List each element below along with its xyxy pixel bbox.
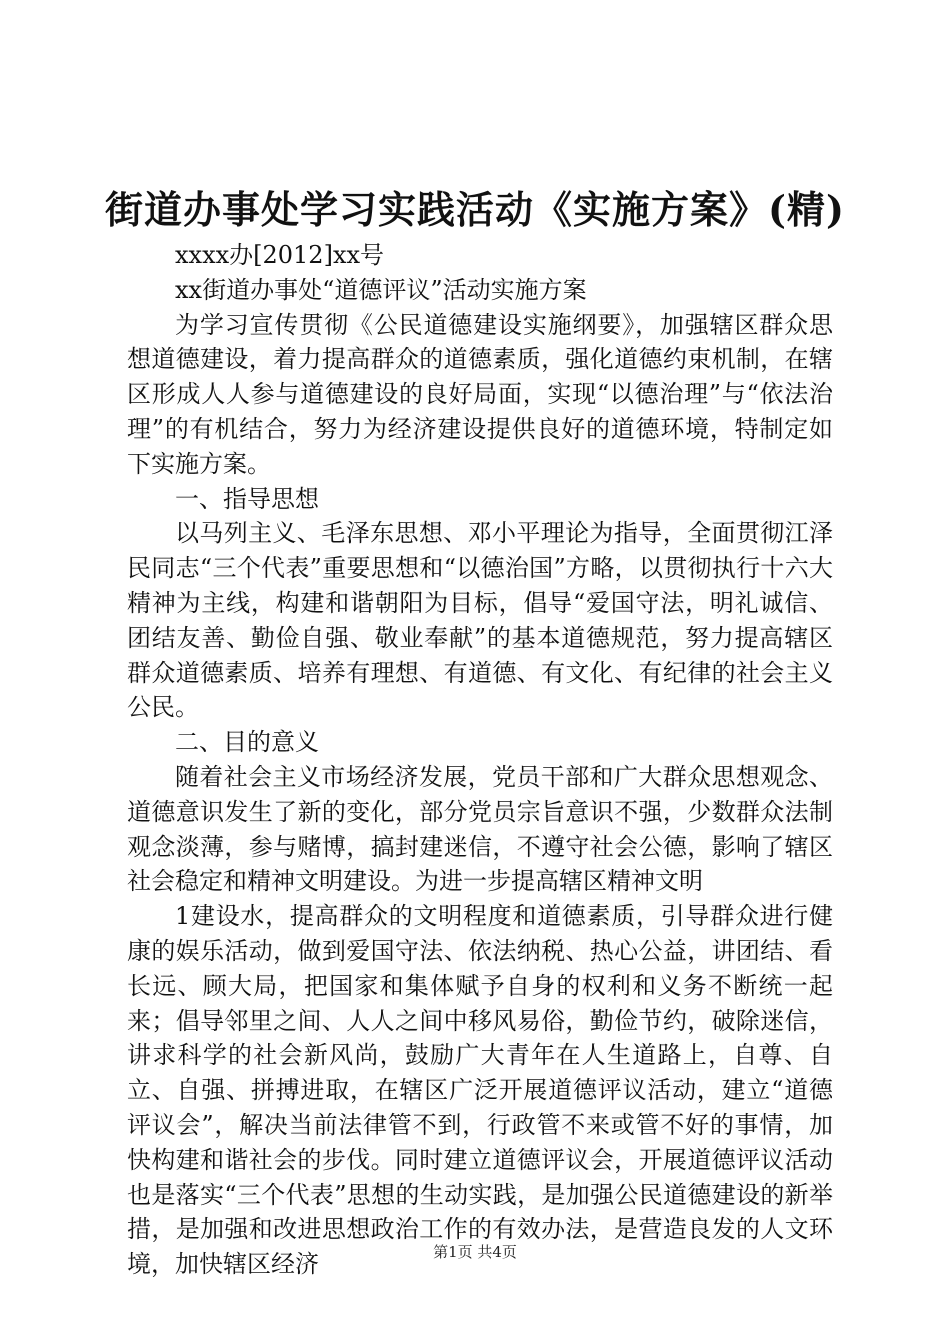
document-number: xxxx办[2012]xx号: [175, 241, 385, 269]
document-body: [127, 238, 833, 1282]
plan-heading: xx街道办事处“道德评议”活动实施方案: [175, 275, 587, 304]
section-heading-purpose: 二、目的意义: [175, 728, 319, 757]
purpose-paragraph: 随着社会主义市场经济发展，党员干部和广大群众思想观念、道德意识发生了新的变化，部分党员宗旨意识不强，少数群众法制观念淡薄，参与赌博，搞封建迷信，不遵守社会公德，影响了辖区社会稳定和精神文明建设。为进一步提高辖区精神文明: [127, 762, 833, 896]
section-heading-guiding-thought: 一、指导思想: [175, 484, 319, 513]
intro-paragraph: 为学习宣传贯彻《公民道德建设实施纲要》，加强辖区群众思想道德建设，着力提高群众的道德素质，强化道德约束机制，在辖区形成人人参与道德建设的良好局面，实现“以德治理”与“依法治理”的有机结合，努力为经济建设提供良好的道德环境，特制定如下实施方案。: [127, 310, 833, 478]
continuation-paragraph: 1建设水，提高群众的文明程度和道德素质，引导群众进行健康的娱乐活动，做到爱国守法、依法纳税、热心公益，讲团结、看长远、顾大局，把国家和集体赋予自身的权利和义务不断统一起来；倡导邻里之间、人人之间中移风易俗，勤俭节约，破除迷信，讲求科学的社会新风尚，鼓励广大青年在人生道路上，自尊、自立、自强、拼搏进取，在辖区广泛开展道德评议活动，建立“道德评议会”，解决当前法律管不到，行政管不来或管不好的事情，加快构建和谐社会的步伐。同时建立道德评议会，开展道德评议活动也是落实“三个代表”思想的生动实践，是加强公民道德建设的新举措，是加强和改进思想政治工作的有效办法，是营造良发的人文环境，加快辖区经济: [127, 902, 833, 1279]
document-title: 街道办事处学习实践活动《实施方案》(精): [105, 187, 845, 232]
page-footer: 第1页 共4页: [433, 1243, 517, 1261]
guiding-thought-paragraph: 以马列主义、毛泽东思想、邓小平理论为指导，全面贯彻江泽民同志“三个代表”重要思想和“以德治国”方略，以贯彻执行十六大精神为主线，构建和谐朝阳为目标，倡导“爱国守法，明礼诚信、团结友善、勤俭自强、敬业奉献”的基本道德规范，努力提高辖区群众道德素质、培养有理想、有道德、有文化、有纪律的社会主义公民。: [127, 519, 833, 722]
